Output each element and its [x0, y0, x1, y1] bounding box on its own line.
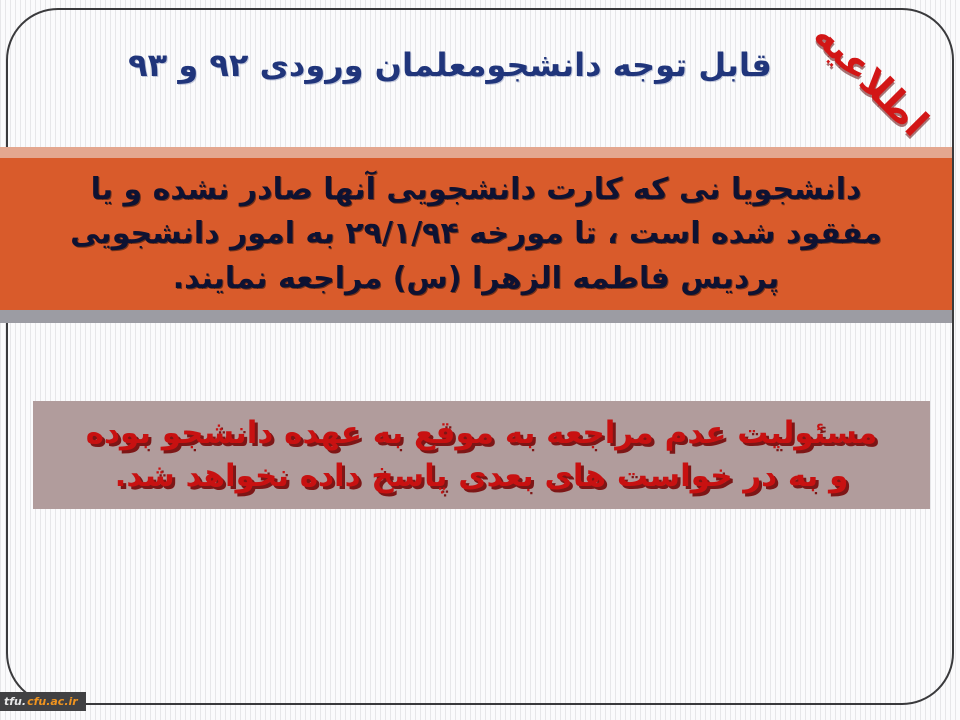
notice-line-3: پردیس فاطمه الزهرا (س) مراجعه نمایند.	[172, 260, 780, 296]
warning-line-1: مسئولیت عدم مراجعه به موقع به عهده دانشجو بوده	[85, 414, 878, 451]
notice-line-1: دانشجویا نی که کارت دانشجویی آنها صادر نشده و یا	[90, 171, 862, 207]
notice-box-top-edge	[0, 147, 952, 158]
warning-line-2: و به در خواست های بعدی پاسخ داده نخواهد شد.	[114, 458, 849, 495]
notice-box-shadow-edge	[0, 310, 952, 323]
notice-box-body	[0, 158, 952, 310]
website-badge-prefix: tfu.	[4, 695, 27, 708]
notice-box	[0, 147, 952, 323]
announcement-ribbon-text: اطلاعیه	[805, 12, 937, 145]
slide-title: قابل توجه دانشجومعلمان ورودی ۹۲ و ۹۳	[128, 46, 772, 84]
notice-line-2: مفقود شده است ، تا مورخه ۲۹/۱/۹۴ به امور دانشجویی	[70, 216, 882, 251]
warning-box	[33, 401, 930, 509]
website-badge-url: cfu.ac.ir	[27, 695, 78, 708]
website-badge	[0, 692, 86, 711]
announcement-ribbon	[796, 6, 946, 151]
